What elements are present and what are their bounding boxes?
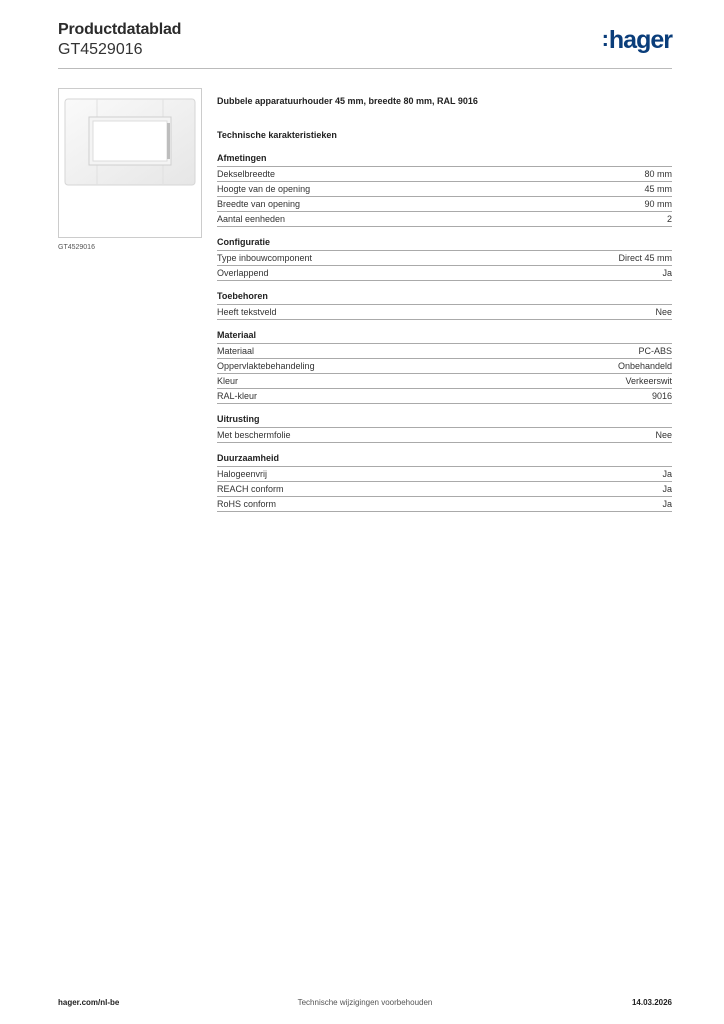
spec-row [217, 212, 672, 227]
header-divider [58, 68, 672, 69]
spec-value: Onbehandeld [617, 361, 672, 371]
product-code: GT4529016 [58, 41, 143, 58]
footer-website: hager.com/nl-be [58, 998, 120, 1007]
section-title: Duurzaamheid [217, 453, 672, 467]
spec-label: Dekselbreedte [217, 169, 276, 179]
footer-date: 14.03.2026 [631, 998, 672, 1007]
spec-label: RoHS conform [217, 499, 277, 509]
spec-row [217, 266, 672, 281]
page-header [58, 20, 181, 60]
spec-label: RAL-kleur [217, 391, 258, 401]
spec-value: 9016 [651, 391, 672, 401]
spec-value: Ja [662, 469, 672, 479]
section-title: Toebehoren [217, 291, 672, 305]
spec-row [217, 251, 672, 266]
product-image [58, 88, 202, 238]
spec-value: Direct 45 mm [618, 253, 672, 263]
spec-section [217, 153, 672, 227]
spec-row [217, 374, 672, 389]
logo-mark-icon: : [601, 26, 608, 51]
spec-row [217, 482, 672, 497]
spec-value: 2 [666, 214, 672, 224]
section-title: Configuratie [217, 237, 672, 251]
technical-heading: Technische karakteristieken [217, 130, 337, 140]
spec-sections [217, 153, 672, 512]
hager-logo [602, 26, 672, 55]
spec-label: Halogeenvrij [217, 469, 268, 479]
spec-section [217, 414, 672, 443]
spec-value: 80 mm [644, 169, 672, 179]
spec-label: Kleur [217, 376, 239, 386]
product-description: Dubbele apparatuurhouder 45 mm, breedte 80 mm, RAL 9016 [217, 96, 478, 106]
spec-row [217, 344, 672, 359]
spec-label: Type inbouwcomponent [217, 253, 313, 263]
spec-value: Nee [655, 430, 672, 440]
spec-row [217, 197, 672, 212]
spec-row [217, 389, 672, 404]
spec-row [217, 167, 672, 182]
spec-value: PC-ABS [638, 346, 672, 356]
spec-label: Breedte van opening [217, 199, 301, 209]
spec-section [217, 291, 672, 320]
spec-row [217, 467, 672, 482]
spec-section [217, 453, 672, 512]
spec-label: Met beschermfolie [217, 430, 291, 440]
spec-value: Nee [655, 307, 672, 317]
spec-content [217, 96, 672, 522]
spec-label: Overlappend [217, 268, 269, 278]
spec-label: Oppervlaktebehandeling [217, 361, 315, 371]
spec-label: Materiaal [217, 346, 255, 356]
spec-label: Heeft tekstveld [217, 307, 277, 317]
spec-value: 45 mm [644, 184, 672, 194]
spec-row [217, 305, 672, 320]
page-title: Productdatablad [58, 21, 182, 38]
spec-value: 90 mm [644, 199, 672, 209]
footer-notice: Technische wijzigingen voorbehouden [297, 998, 433, 1007]
section-title: Uitrusting [217, 414, 672, 428]
spec-value: Ja [662, 484, 672, 494]
spec-section [217, 237, 672, 281]
image-caption: GT4529016 [58, 244, 95, 251]
spec-label: REACH conform [217, 484, 284, 494]
equipment-holder-image [59, 89, 201, 237]
spec-value: Ja [662, 499, 672, 509]
section-title: Afmetingen [217, 153, 672, 167]
logo-text: hager [608, 26, 672, 54]
spec-section [217, 330, 672, 404]
section-title: Materiaal [217, 330, 672, 344]
spec-value: Ja [662, 268, 672, 278]
spec-row [217, 497, 672, 512]
spec-row [217, 359, 672, 374]
spec-value: Verkeerswit [625, 376, 672, 386]
spec-row [217, 428, 672, 443]
spec-label: Hoogte van de opening [217, 184, 311, 194]
spec-row [217, 182, 672, 197]
spec-label: Aantal eenheden [217, 214, 286, 224]
